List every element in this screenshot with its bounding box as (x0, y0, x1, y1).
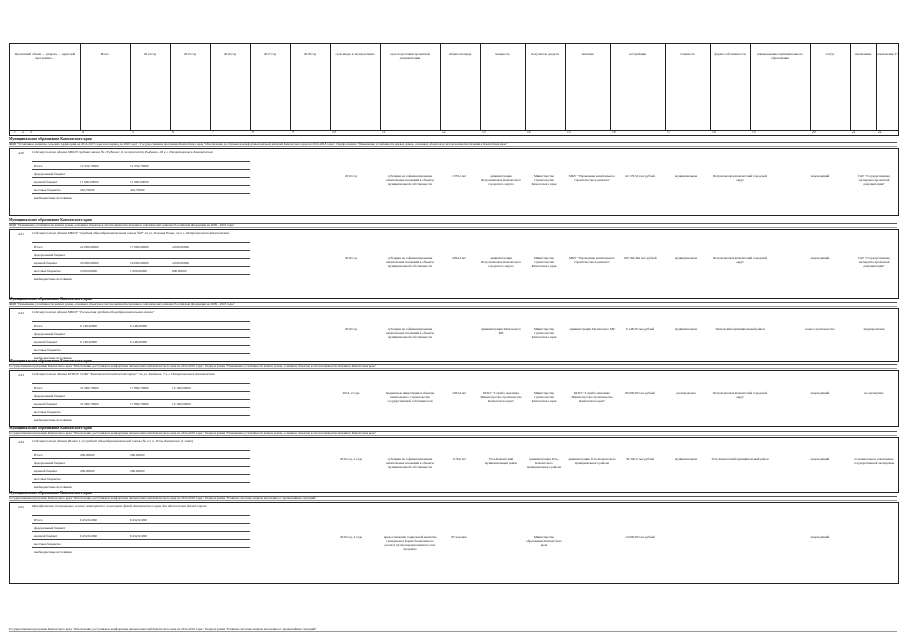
field-recipient: администрация Петропавловск-Камчатского городского округа (480, 174, 522, 187)
column-number: 18 (712, 130, 716, 134)
column-number: 21 (852, 130, 856, 134)
object-index: 4.22 (18, 311, 24, 315)
column-number: 14 (527, 130, 531, 134)
column-number: 11 (382, 130, 386, 134)
header-cell: заказчик (581, 52, 594, 56)
object-block (9, 308, 899, 362)
object-name: Сейсмоусиление здания КГБОУ СОШ "Камчатский кадетский корпус" по ул. Рыбаков, 7 в г. Петропавловск-Камчатском (32, 372, 215, 376)
object-name: Сейсмоусиление здания МБОУ "Тигильская средняя общеобразовательная школа" (32, 310, 155, 314)
finance-label: федеральный бюджет (34, 172, 66, 176)
object-block (9, 437, 899, 493)
finance-y2014: 200,00000 (130, 453, 145, 457)
object-index: 4.23 (18, 373, 24, 377)
finance-label: внебюджетные источники (34, 550, 72, 554)
finance-label: внебюджетные источники (34, 485, 72, 489)
finance-label: внебюджетные источники (34, 356, 72, 360)
column-number: 19 (752, 130, 756, 134)
field-municipality: Петропавловск-Камчатский городской округ (712, 390, 768, 399)
field-area: 2263,4 м2 (452, 390, 466, 395)
document-sheet (5, 5, 898, 635)
finance-label: федеральный бюджет (34, 332, 66, 336)
field-ownership: муниципальная (675, 327, 697, 331)
field-developer: МКУ "Управление капитального строительства и ремонта" (569, 256, 615, 265)
field-status: новое строительство (805, 327, 835, 331)
finance-y2014: 17 000,00000 (130, 245, 149, 249)
finance-label: краевой бюджет (34, 340, 58, 344)
finance-row (32, 193, 250, 202)
finance-y2014: 6 452,91000 (130, 518, 147, 522)
header-cell: получатель средств (530, 52, 560, 56)
field-cost: 80 000,00 тыс.рублей (625, 390, 655, 395)
field-purpose: субсидии на софинансирование капитальных вложений в объекты муниципальной собственности (386, 457, 434, 470)
finance-total: 432,70000 (80, 188, 95, 192)
field-developer: администрация Тигильского МР (569, 327, 615, 331)
object-index: 4.20 (18, 151, 24, 155)
finance-label: краевой бюджет (34, 469, 58, 473)
field-year: 2016, 2 года (342, 390, 360, 395)
field-area: 4294,3 м2 (452, 256, 466, 260)
finance-total: 9 148,20000 (80, 324, 97, 328)
column-number: 6 (172, 130, 174, 134)
column-number: 8 (252, 130, 254, 134)
field-cost: 9 148,20 тыс.рублей (626, 327, 654, 331)
finance-label: местные бюджеты (34, 410, 61, 414)
object-index: 4.21 (18, 232, 24, 236)
field-purpose: бюджетные инвестиции в объекты капитального строительства государственной собственности (385, 390, 435, 403)
field-expertise: на экспертизе (864, 390, 884, 395)
finance-label: местные бюджеты (34, 477, 61, 481)
field-customer: Министерство строительства Камчатского края (531, 327, 557, 340)
field-municipality: Усть-Камчатский муниципальный район (711, 457, 769, 461)
finance-label: Итого (34, 453, 43, 457)
field-status: переходящий (810, 174, 830, 178)
field-expertise: ГАУ "Государственная экспертиза проектной документации" (858, 256, 890, 269)
column-number: 9 (292, 130, 294, 134)
finance-y2014: 16 000,00000 (130, 261, 149, 265)
field-year: 2016 год (345, 327, 357, 331)
field-cost: 42 170,54 тыс.рублей (625, 174, 655, 178)
header-cell: мощность (495, 52, 510, 56)
finance-total: 31 960,70000 (80, 386, 99, 390)
header-cell: заключение ГЭ (877, 52, 899, 56)
finance-total: 9 148,20000 (80, 340, 97, 344)
field-municipality: Петропавловск-Камчатский городской округ (712, 174, 768, 183)
field-recipient: администрация Петропавловск-Камчатского городского округа (480, 256, 522, 269)
field-ownership: муниципальная (675, 174, 697, 178)
finance-label: местные бюджеты (34, 188, 61, 192)
column-number: 15 (567, 130, 571, 134)
section-title: Муниципальное образование Камчатского края (9, 359, 897, 365)
field-cost: 109 164,364 тыс.рублей (623, 256, 657, 260)
field-recipient: администрация Тигильского МР (481, 327, 521, 336)
section-title: Муниципальное образование Камчатского края (9, 137, 897, 143)
finance-label: местные бюджеты (34, 348, 61, 352)
object-block (9, 502, 899, 584)
field-customer: Министерство строительства Камчатского края (531, 256, 557, 269)
finance-label: Итого (34, 386, 43, 390)
field-expertise: ГАУ "Государственная экспертиза проектной документации" (858, 174, 890, 187)
object-name: Сейсмоусиление здания (Блоки 1-2) средней общеобразовательной школы № 2 в п. Усть-Камчатск (1 этап) (32, 439, 194, 443)
field-expertise: предпроектная (863, 327, 885, 331)
finance-y2014: 6 452,91000 (130, 534, 147, 538)
field-status: переходящий (810, 457, 830, 461)
field-expertise: положительное заключение государственной экспертизы (853, 457, 895, 466)
column-number: 3 (30, 130, 32, 134)
finance-label: местные бюджеты (34, 542, 61, 546)
finance-y2015: 14 160,00000 (172, 386, 191, 390)
field-status: переходящий (810, 390, 830, 395)
finance-row (32, 274, 250, 283)
field-year: 2016 год, 2 года (339, 535, 362, 539)
finance-y2014: 17 800,70000 (130, 386, 149, 390)
field-purpose: субсидии на софинансирование капитальных вложений в объекты муниципальной собственности (386, 327, 434, 340)
finance-total: 31 960,70000 (80, 402, 99, 406)
finance-y2014: 17 800,70000 (130, 402, 149, 406)
finance-label: федеральный бюджет (34, 526, 66, 530)
field-customer: Министерство строительства Камчатского края (531, 390, 557, 403)
header-cell: общая площадь (448, 52, 472, 56)
finance-y2015: 14 160,00000 (172, 402, 191, 406)
finance-label: Итого (34, 518, 43, 522)
field-status: переходящий (810, 535, 830, 539)
finance-total: 22 000,00000 (80, 245, 99, 249)
finance-label: Итого (34, 245, 43, 249)
finance-total: 12 332,70000 (80, 164, 99, 168)
column-number: 22 (878, 130, 882, 134)
column-number: 1 (14, 130, 16, 134)
header-cell: застройщик (628, 52, 647, 56)
field-ownership: муниципальная (675, 256, 697, 260)
column-number: 10 (332, 130, 336, 134)
header-cell: стоимость (680, 52, 695, 56)
object-index: 4.24 (18, 440, 24, 444)
field-customer: Министерство образования Камчатского края (526, 535, 562, 548)
header-cell: 2017 год (263, 52, 277, 56)
finance-label: федеральный бюджет (34, 394, 66, 398)
field-cost: 14 000,00 тыс.рублей (625, 535, 655, 539)
column-number: 13 (482, 130, 486, 134)
finance-y2014: 1 000,00000 (130, 269, 147, 273)
header-cell: 2015 год (183, 52, 197, 56)
finance-y2014: 9 148,20000 (130, 340, 147, 344)
finance-y2015: 4 000,00000 (172, 245, 189, 249)
header-cell: срок ввода в эксплуатацию (335, 52, 375, 56)
finance-label: местные бюджеты (34, 269, 61, 273)
program-name: Государственная программа Камчатского края "Обеспечение доступным и комфортным жильем жителей Камчатского края на 2014-2018 годы". Подпрограмма "Повышение устойчивости жилых домов, основных объектов и систем жизнеобеспечения в Камчатском крае" (9, 364, 897, 369)
field-purpose: субсидии на софинансирование капитальных вложений в объекты муниципальной собственности (386, 174, 434, 187)
header-cell: заключение (854, 52, 872, 56)
header-cell: 2016 год (223, 52, 237, 56)
finance-total: 20 000,00000 (80, 261, 99, 265)
finance-y2014: 11 900,00000 (130, 180, 149, 184)
finance-y2015: 600,00000 (172, 269, 187, 273)
finance-label: краевой бюджет (34, 261, 58, 265)
field-ownership: региональная (676, 390, 696, 395)
column-number: 17 (667, 130, 671, 134)
finance-label: внебюджетные источники (34, 277, 72, 281)
column-number: 12 (442, 130, 446, 134)
program-name: ФЦП "Повышение устойчивости жилых домов, основных объектов и систем жизнеобеспечения в сейсмических районах Российской Федерации на 2009 - 2018 годы" (9, 302, 897, 307)
column-number: 20 (812, 130, 816, 134)
column-number: 2 (22, 130, 24, 134)
finance-total: 200,00000 (80, 453, 95, 457)
finance-label: краевой бюджет (34, 402, 58, 406)
finance-label: федеральный бюджет (34, 461, 66, 465)
field-municipality: Тигильский муниципальный район (715, 327, 765, 331)
header-cell: статус (825, 52, 835, 56)
finance-y2014: 12 332,70000 (130, 164, 149, 168)
section-title: Муниципальное образование Камчатского края (9, 218, 897, 224)
object-name: Приобретение специальных жилых помещений в жилищном фонде Камчатского края для обеспечения детей-сирот (32, 504, 207, 508)
field-purpose: предоставление социальной выплаты гражданам в форме безналичного расчета путем перечисления на счет продавца (383, 535, 437, 552)
field-developer: администрация Усть-Камчатского муниципального района (568, 457, 616, 466)
field-cost: 39 320,0 тыс.рублей (626, 457, 654, 461)
header-cell: Всего (100, 52, 110, 56)
field-developer: МКУ "Управление капитального строительства и ремонта" (569, 174, 615, 183)
field-customer: Министерство строительства Камчатского края (531, 174, 557, 187)
header-cell: срок подготовки проектной документации (390, 52, 430, 61)
field-year: 2016 год, 2 года (339, 457, 362, 461)
table-header (9, 43, 899, 131)
object-block (9, 370, 899, 427)
header-cell: 2014 год (143, 52, 157, 56)
finance-label: Итого (34, 324, 43, 328)
header-cell: наименование муниципального образования (757, 52, 803, 61)
field-recipient: КГКУ "Служба заказчика Министерства строительства Камчатского края" (480, 390, 522, 403)
finance-total: 11 900,00000 (80, 180, 99, 184)
section-title: Муниципальное образование Камчатского края (9, 297, 897, 303)
program-name: Государственная программа Камчатского края "Обеспечение доступным и комфортным жильем жителей Камчатского края на 2014-2018 годы". Подпрограмма "Повышение устойчивости жилых домов, основных объектов и систем жизнеобеспечения в Камчатском крае" (9, 431, 897, 436)
finance-y2014: 200,00000 (130, 469, 145, 473)
field-purpose: субсидии на софинансирование капитальных вложений в объекты муниципальной собственности (386, 256, 434, 269)
field-recipient: Усть-Камчатский муниципальный район (484, 457, 518, 466)
finance-label: Итого (34, 164, 43, 168)
finance-total: 6 452,91000 (80, 518, 97, 522)
finance-total: 2 000,00000 (80, 269, 97, 273)
header-cell: форма собственности (714, 52, 746, 56)
finance-label: краевой бюджет (34, 180, 58, 184)
footer-program: Государственная программа Камчатского края "Обеспечение доступным и комфортным жильем жителей Камчатского края на 2014-2018 годы". Подпрограмма "Развитие системы защиты населения от чрезвычайных ситуаций" (9, 627, 897, 632)
field-status: переходящий (810, 256, 830, 260)
field-ownership: муниципальная (675, 457, 697, 461)
finance-y2014: 9 148,20000 (130, 324, 147, 328)
field-area: 1576,1 м2 (452, 174, 466, 178)
column-number: 16 (612, 130, 616, 134)
object-name: Сейсмоусиление здания МБОУ средняя школа № 10 (Блоки 1) по проспекту Рыбаков, 28 в г. Петропавловск-Камчатском (32, 150, 213, 154)
object-name: Сейсмоусиление здания МБОУ "Средняя общеобразовательная школа №8" по ул. Зеленая Роща, 24 в г. Петропавловск-Камчатском (32, 231, 230, 235)
field-area: 85 человек (451, 535, 467, 539)
finance-y2015: 4 000,00000 (172, 261, 189, 265)
finance-label: краевой бюджет (34, 534, 58, 538)
finance-row (32, 482, 250, 491)
object-block (9, 229, 899, 299)
program-name: Государственная программа Камчатского края "Обеспечение доступным и комфортным жильем жителей Камчатского края на 2014-2018 годы". Подпрограмма "Развитие системы защиты населения от чрезвычайных ситуаций" (9, 496, 897, 501)
program-name: ФЦП "Устойчивое развитие сельских территорий на 2014-2017 годы и на период до 2020 года" / Государственная программа Камчатского края "Обеспечение доступным и комфортным жильем жителей Камчатского края на 2014-2018 годы". Подпрограмма "Повышение устойчивости жилых домов, основных объектов и систем жизнеобеспечения в Камчатском крае" (9, 142, 897, 147)
section-title: Муниципальное образование Камчатского края (9, 491, 897, 497)
finance-label: федеральный бюджет (34, 253, 66, 257)
finance-label: внебюджетные источники (34, 418, 72, 422)
field-year: 2016 год (345, 174, 357, 178)
field-year: 2016 год (345, 256, 357, 260)
field-area: 1176,0 м2 (452, 457, 466, 461)
column-number: 4 (82, 130, 84, 134)
header-cell: Проектный объект ... раздела, ... адресной программы ... (14, 52, 76, 61)
section-title: Муниципальное образование Камчатского края (9, 426, 897, 432)
object-index: 4.25 (18, 505, 24, 509)
header-cell: 2018 год (303, 52, 317, 56)
finance-y2014: 432,70000 (130, 188, 145, 192)
finance-total: 200,00000 (80, 469, 95, 473)
object-block (9, 148, 899, 216)
column-number: 5 (132, 130, 134, 134)
finance-row (32, 415, 250, 424)
column-number-row (9, 129, 899, 136)
column-number: 7 (212, 130, 214, 134)
field-developer: КГКУ "Служба заказчика Министерства строительства Камчатского края" (571, 390, 613, 403)
finance-row (32, 547, 250, 556)
finance-total: 6 452,91000 (80, 534, 97, 538)
finance-label: внебюджетные источники (34, 196, 72, 200)
program-name: ФЦП "Повышение устойчивости жилых домов, основных объектов и систем жизнеобеспечения в сейсмических районах Российской Федерации на 2009 - 2018 годы" (9, 223, 897, 228)
field-customer: администрация Усть-Камчатского муниципального района (526, 457, 562, 470)
field-municipality: Петропавловск-Камчатский городской округ (712, 256, 768, 265)
